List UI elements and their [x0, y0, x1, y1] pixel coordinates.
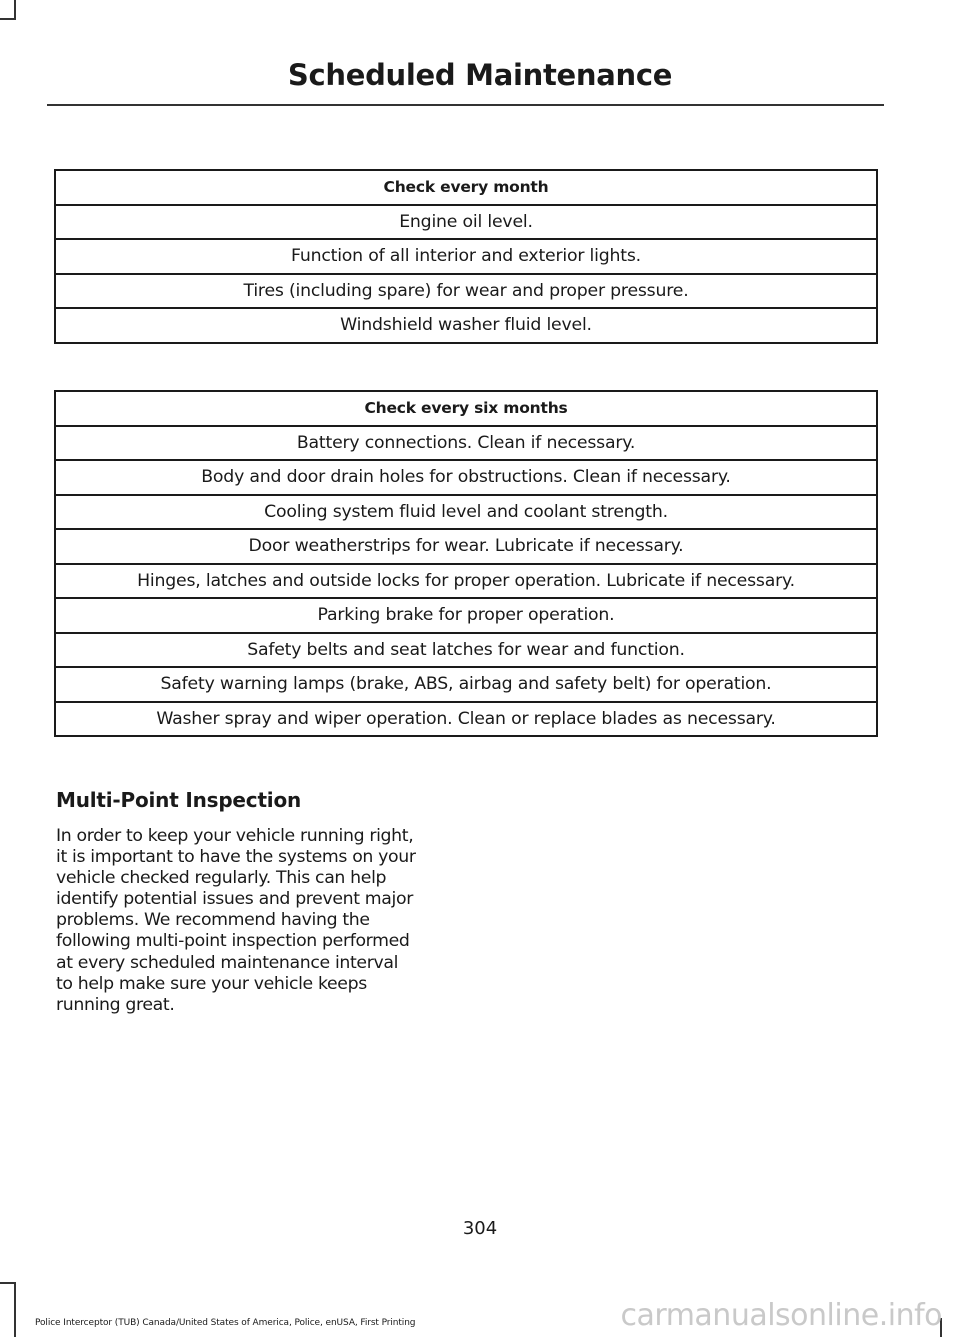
table-header-row	[55, 170, 877, 205]
table-row	[55, 702, 877, 737]
crop-mark	[0, 18, 16, 20]
table-row	[55, 633, 877, 668]
paragraph-line: running great.	[56, 994, 175, 1015]
paragraph-line: vehicle checked regularly. This can help	[56, 868, 387, 889]
table-row	[55, 239, 877, 274]
table-row	[55, 564, 877, 599]
table-row	[55, 495, 877, 530]
paragraph-line: following multi-point inspection performed	[56, 931, 410, 952]
crop-mark	[0, 1282, 16, 1284]
table-header: Check every six months	[55, 391, 877, 426]
table-row	[55, 529, 877, 564]
table-cell: Battery connections. Clean if necessary.	[55, 426, 877, 461]
table-cell: Function of all interior and exterior lights.	[55, 239, 877, 274]
six-month-check-table	[54, 390, 878, 737]
table-header: Check every month	[55, 170, 877, 205]
table-row	[55, 274, 877, 309]
crop-mark	[14, 0, 16, 18]
crop-mark	[14, 1282, 16, 1337]
section-heading: Multi-Point Inspection	[56, 788, 302, 812]
watermark: carmanualsonline.info	[620, 1298, 942, 1333]
table-cell: Washer spray and wiper operation. Clean or replace blades as necessary.	[55, 702, 877, 737]
table-row	[55, 308, 877, 343]
paragraph-line: it is important to have the systems on your	[56, 847, 416, 868]
table-row	[55, 667, 877, 702]
table-cell: Hinges, latches and outside locks for proper operation. Lubricate if necessary.	[55, 564, 877, 599]
table-cell: Windshield washer fluid level.	[55, 308, 877, 343]
paragraph-line: to help make sure your vehicle keeps	[56, 973, 367, 994]
table-cell: Safety belts and seat latches for wear and function.	[55, 633, 877, 668]
table-cell: Cooling system fluid level and coolant strength.	[55, 495, 877, 530]
table-row	[55, 598, 877, 633]
paragraph-line: at every scheduled maintenance interval	[56, 952, 399, 973]
inspection-paragraph	[56, 826, 456, 1016]
table-row	[55, 460, 877, 495]
table-row	[55, 205, 877, 240]
page-title: Scheduled Maintenance	[287, 58, 673, 92]
table-cell: Parking brake for proper operation.	[55, 598, 877, 633]
paragraph-line: identify potential issues and prevent major	[56, 889, 413, 910]
page-number: 304	[462, 1218, 498, 1239]
title-divider	[47, 104, 884, 106]
footer-text: Police Interceptor (TUB) Canada/United States of America, Police, enUSA, First Printing	[35, 1318, 416, 1328]
table-cell: Engine oil level.	[55, 205, 877, 240]
table-cell: Body and door drain holes for obstructions. Clean if necessary.	[55, 460, 877, 495]
table-cell: Safety warning lamps (brake, ABS, airbag and safety belt) for operation.	[55, 667, 877, 702]
table-row	[55, 426, 877, 461]
paragraph-line: problems. We recommend having the	[56, 910, 370, 931]
table-cell: Tires (including spare) for wear and proper pressure.	[55, 274, 877, 309]
table-cell: Door weatherstrips for wear. Lubricate if necessary.	[55, 529, 877, 564]
table-header-row	[55, 391, 877, 426]
monthly-check-table	[54, 169, 878, 344]
paragraph-line: In order to keep your vehicle running right,	[56, 826, 414, 846]
